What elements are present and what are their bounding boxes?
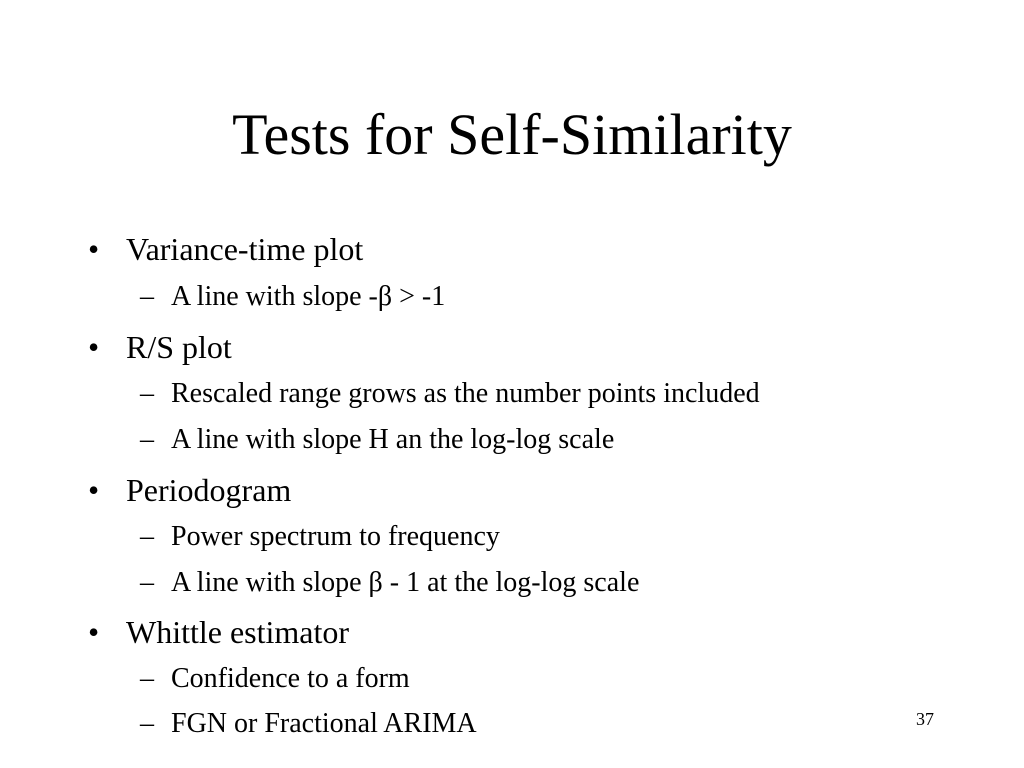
sub-text: Rescaled range grows as the number points included <box>171 378 760 409</box>
slide-title: Tests for Self-Similarity <box>232 102 792 167</box>
sub-item <box>140 707 477 741</box>
sub-text: A line with slope H an the log-log scale <box>171 424 615 455</box>
sub-item <box>140 520 500 554</box>
bullet-marker: • <box>88 614 100 650</box>
sub-marker: – <box>140 708 154 739</box>
bullet-marker: • <box>88 329 100 365</box>
sub-item <box>140 377 760 411</box>
bullet-item-variance-time-plot <box>88 229 363 269</box>
sub-item <box>140 566 639 600</box>
sub-marker: – <box>140 567 154 598</box>
page-number: 37 <box>916 709 934 729</box>
bullet-item-periodogram <box>88 470 291 510</box>
bullet-marker: • <box>88 472 100 508</box>
sub-text: FGN or Fractional ARIMA <box>171 708 477 739</box>
sub-marker: – <box>140 663 154 694</box>
bullet-text: Periodogram <box>126 472 292 508</box>
sub-text: Power spectrum to frequency <box>171 521 500 552</box>
sub-text: A line with slope β - 1 at the log-log scale <box>171 567 640 598</box>
sub-marker: – <box>140 424 154 455</box>
sub-text: A line with slope -β > -1 <box>171 281 446 312</box>
sub-item <box>140 280 445 314</box>
bullet-item-rs-plot <box>88 327 232 367</box>
sub-marker: – <box>140 281 154 312</box>
sub-item <box>140 423 614 457</box>
sub-item <box>140 662 410 696</box>
sub-marker: – <box>140 378 154 409</box>
bullet-text: R/S plot <box>126 329 232 365</box>
bullet-marker: • <box>88 231 100 267</box>
bullet-text: Variance-time plot <box>126 231 364 267</box>
bullet-text: Whittle estimator <box>126 614 350 650</box>
bullet-item-whittle-estimator <box>88 612 349 652</box>
sub-text: Confidence to a form <box>171 663 410 694</box>
sub-marker: – <box>140 521 154 552</box>
